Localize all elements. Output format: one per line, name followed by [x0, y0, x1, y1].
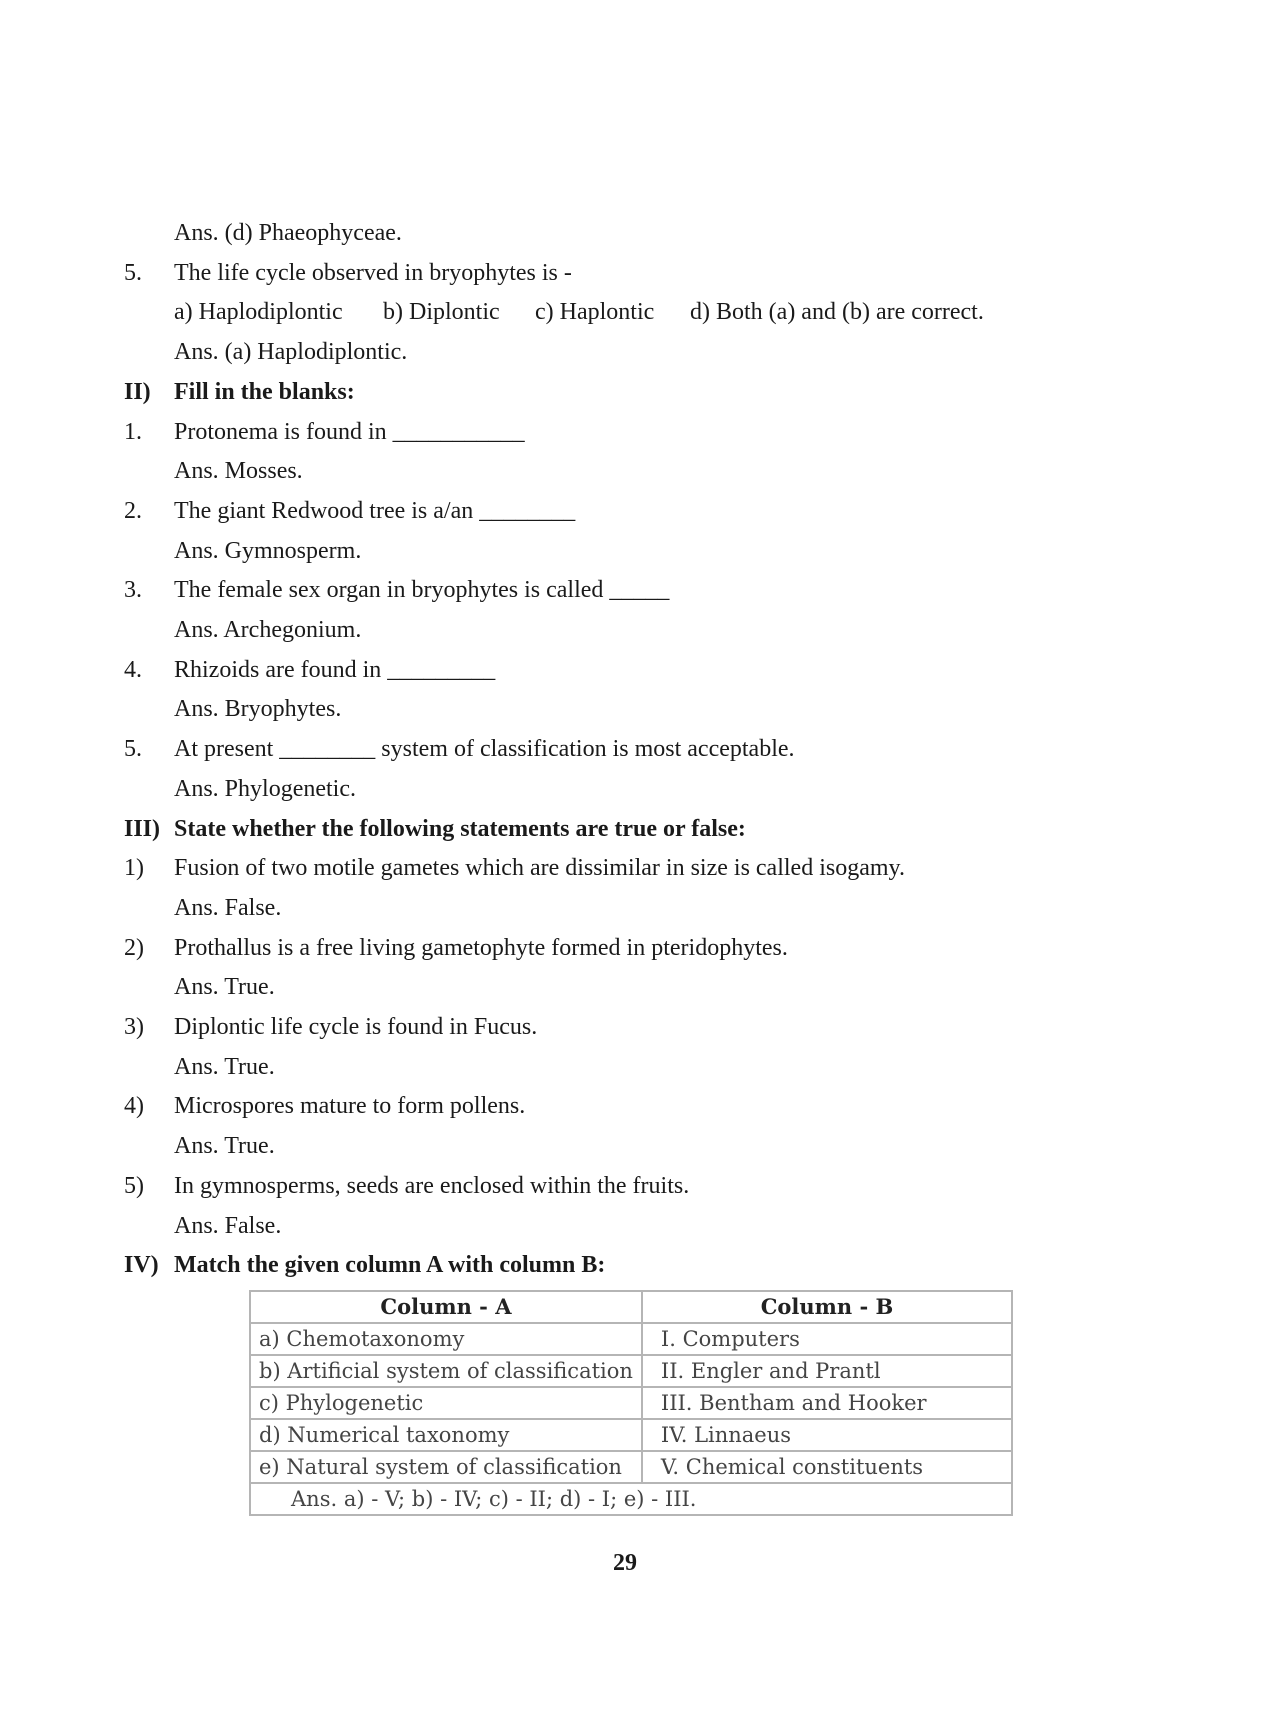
table-row: [250, 1387, 1012, 1419]
question-text: The life cycle observed in bryophytes is -: [174, 260, 572, 286]
section-heading: State whether the following statements are true or false:: [174, 816, 746, 842]
table-row: [250, 1451, 1012, 1483]
column-b-cell: III. Bentham and Hooker: [642, 1387, 1012, 1419]
item-number: III): [124, 816, 161, 842]
match-table: [249, 1290, 1013, 1516]
item-number: 3.: [124, 577, 142, 603]
column-a-cell: e) Natural system of classification: [250, 1451, 642, 1483]
answer-text: Ans. Bryophytes.: [174, 696, 342, 722]
answer-text: Ans. (a) Haplodiplontic.: [174, 339, 408, 365]
item-number: 5): [124, 1173, 144, 1199]
question-text: At present ________ system of classification is most acceptable.: [174, 736, 795, 762]
question-text: In gymnosperms, seeds are enclosed within the fruits.: [174, 1173, 690, 1199]
answer-text: Ans. True.: [174, 1133, 275, 1159]
answer-text: Ans. Mosses.: [174, 458, 303, 484]
item-number: 4.: [124, 657, 142, 683]
column-b-header: Column - B: [642, 1291, 1012, 1323]
match-answer: Ans. a) - V; b) - IV; c) - II; d) - I; e) - III.: [250, 1483, 1012, 1515]
section-heading: Match the given column A with column B:: [174, 1252, 606, 1278]
item-number: 1.: [124, 419, 142, 445]
table-row: [250, 1419, 1012, 1451]
column-b-cell: IV. Linnaeus: [642, 1419, 1012, 1451]
answer-text: Ans. Gymnosperm.: [174, 538, 362, 564]
answer-text: Ans. True.: [174, 1054, 275, 1080]
column-a-cell: c) Phylogenetic: [250, 1387, 642, 1419]
question-text: Protonema is found in ___________: [174, 419, 525, 445]
column-a-cell: d) Numerical taxonomy: [250, 1419, 642, 1451]
page-number: 29: [613, 1550, 637, 1576]
option-item: b) Diplontic: [383, 299, 500, 325]
column-b-cell: V. Chemical constituents: [642, 1451, 1012, 1483]
question-text: The female sex organ in bryophytes is called _____: [174, 577, 670, 603]
question-text: Microspores mature to form pollens.: [174, 1093, 526, 1119]
column-a-cell: a) Chemotaxonomy: [250, 1323, 642, 1355]
match-table-header-row: [250, 1291, 1012, 1323]
item-number: 2): [124, 935, 144, 961]
answer-text: Ans. Phylogenetic.: [174, 776, 356, 802]
column-a-header: Column - A: [250, 1291, 642, 1323]
table-row: [250, 1355, 1012, 1387]
item-number: 3): [124, 1014, 144, 1040]
question-text: Diplontic life cycle is found in Fucus.: [174, 1014, 538, 1040]
item-number: 1): [124, 855, 144, 881]
question-text: Prothallus is a free living gametophyte formed in pteridophytes.: [174, 935, 788, 961]
answer-text: Ans. False.: [174, 895, 282, 921]
answer-text: Ans. (d) Phaeophyceae.: [174, 220, 402, 246]
question-text: Fusion of two motile gametes which are dissimilar in size is called isogamy.: [174, 855, 905, 881]
item-number: II): [124, 379, 151, 405]
item-number: IV): [124, 1252, 159, 1278]
column-b-cell: II. Engler and Prantl: [642, 1355, 1012, 1387]
item-number: 5.: [124, 736, 142, 762]
option-item: c) Haplontic: [535, 299, 655, 325]
question-text: Rhizoids are found in _________: [174, 657, 496, 683]
table-row: [250, 1323, 1012, 1355]
item-number: 2.: [124, 498, 142, 524]
item-number: 4): [124, 1093, 144, 1119]
answer-text: Ans. True.: [174, 974, 275, 1000]
column-a-cell: b) Artificial system of classification: [250, 1355, 642, 1387]
item-number: 5.: [124, 260, 142, 286]
question-text: The giant Redwood tree is a/an ________: [174, 498, 576, 524]
column-b-cell: I. Computers: [642, 1323, 1012, 1355]
answer-text: Ans. False.: [174, 1213, 282, 1239]
option-item: a) Haplodiplontic: [174, 299, 343, 325]
section-heading: Fill in the blanks:: [174, 379, 355, 405]
table-answer-row: [250, 1483, 1012, 1515]
option-item: d) Both (a) and (b) are correct.: [690, 299, 984, 325]
answer-text: Ans. Archegonium.: [174, 617, 362, 643]
